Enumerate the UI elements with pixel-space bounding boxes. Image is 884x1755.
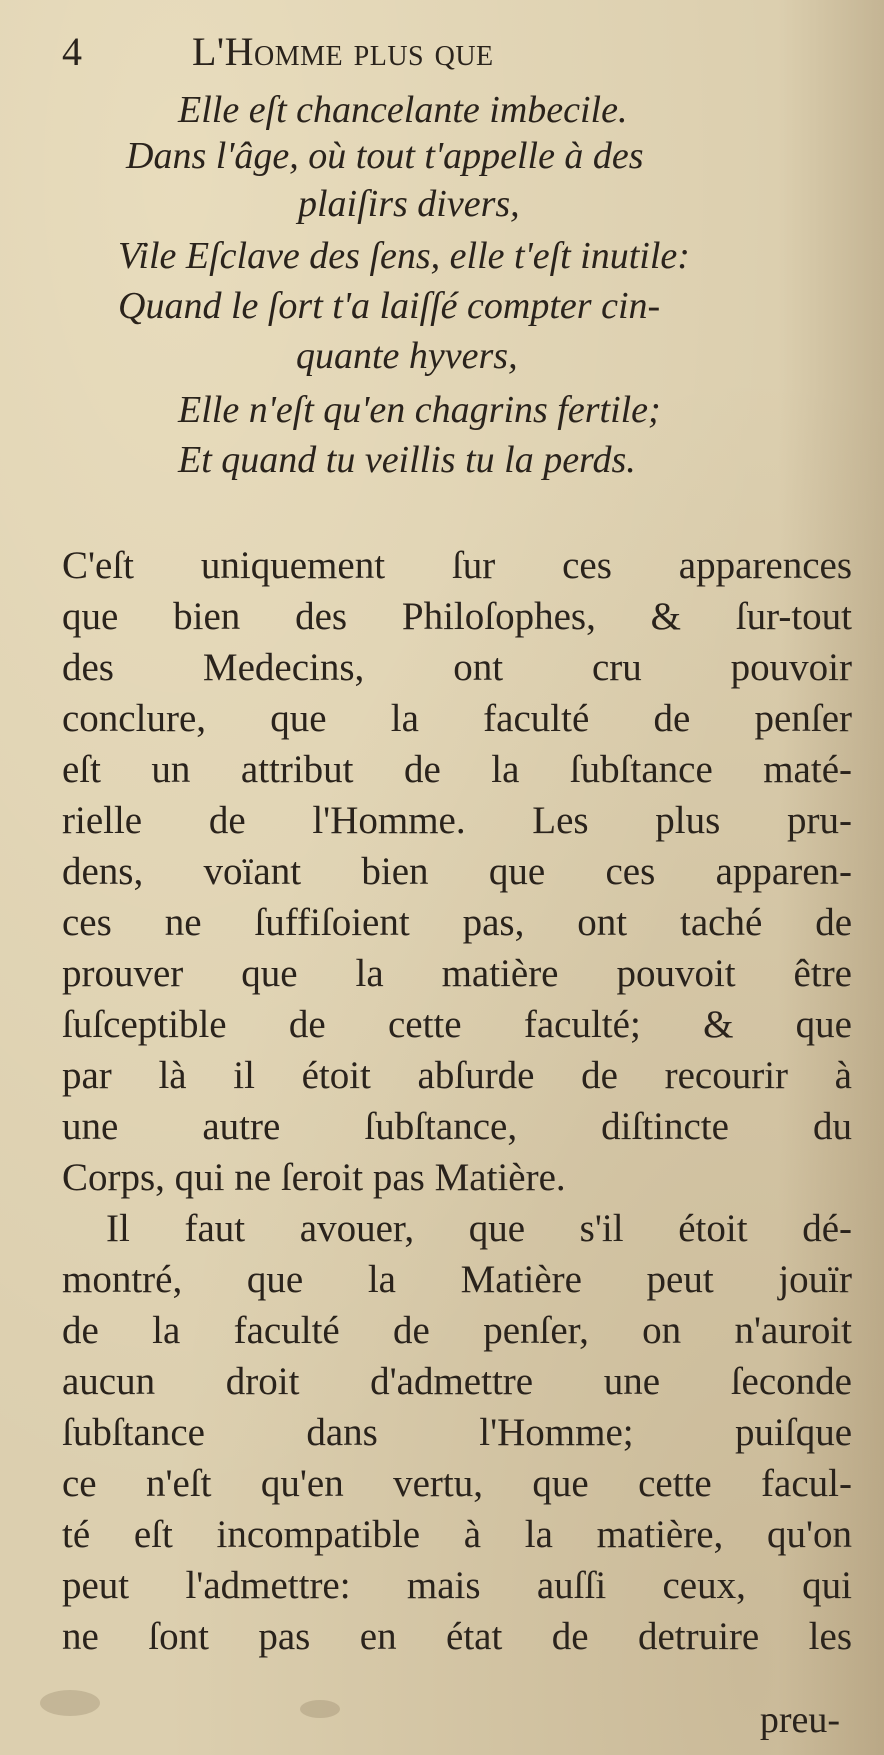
text-line: C'eſt uniquement ſur ces apparences	[62, 544, 852, 587]
text-line: peut l'admettre: mais auſſi ceux, qui	[62, 1564, 852, 1607]
text-line: aucun droit d'admettre une ſeconde	[62, 1360, 852, 1403]
text-line: une autre ſubſtance, diſtincte du	[62, 1105, 852, 1148]
verse-line: Dans l'âge, où tout t'appelle à des	[126, 135, 644, 177]
verse-line: Elle n'eſt qu'en chagrins fertile;	[178, 389, 661, 431]
text-line: dens, voïant bien que ces apparen-	[62, 850, 852, 893]
running-title: L'Homme plus que	[192, 29, 494, 74]
text-line: ne ſont pas en état de detruire les	[62, 1615, 852, 1658]
ink-smudge	[40, 1690, 100, 1716]
text-line: Corps, qui ne ſeroit pas Matière.	[62, 1156, 566, 1199]
text-line: montré, que la Matière peut jouïr	[62, 1258, 852, 1301]
verse-line: Et quand tu veillis tu la perds.	[178, 439, 636, 481]
ink-smudge	[300, 1700, 340, 1718]
text-line: eſt un attribut de la ſubſtance maté-	[62, 748, 852, 791]
text-line: ce n'eſt qu'en vertu, que cette facul-	[62, 1462, 852, 1505]
verse-line: Elle eſt chancelante imbecile.	[178, 89, 628, 131]
text-line: conclure, que la faculté de penſer	[62, 697, 852, 740]
running-head	[62, 22, 842, 82]
verse-line: Vile Eſclave des ſens, elle t'eſt inutile:	[118, 235, 690, 277]
catchword: preu-	[759, 1699, 840, 1741]
verse-line: Quand le ſort t'a laiſſé compter cin-	[118, 285, 661, 327]
verse-line: quante hyvers,	[296, 335, 518, 377]
text-line: ſuſceptible de cette faculté; & que	[62, 1003, 852, 1046]
text-line: rielle de l'Homme. Les plus pru-	[62, 799, 852, 842]
text-line: par là il étoit abſurde de recourir à	[62, 1054, 852, 1097]
text-line: prouver que la matière pouvoit être	[62, 952, 852, 995]
text-line: de la faculté de penſer, on n'auroit	[62, 1309, 852, 1352]
text-line: que bien des Philoſophes, & ſur-tout	[62, 595, 852, 638]
text-line: ces ne ſuffiſoient pas, ont taché de	[62, 901, 852, 944]
page-number: 4	[62, 29, 83, 74]
verse-line: plaiſirs divers,	[298, 183, 520, 225]
verse-block	[0, 88, 884, 508]
text-line: des Medecins, ont cru pouvoir	[62, 646, 852, 689]
text-line: Il faut avouer, que s'il étoit dé-	[106, 1207, 852, 1250]
text-line: ſubſtance dans l'Homme; puiſque	[62, 1411, 852, 1454]
text-line: té eſt incompatible à la matière, qu'on	[62, 1513, 852, 1556]
